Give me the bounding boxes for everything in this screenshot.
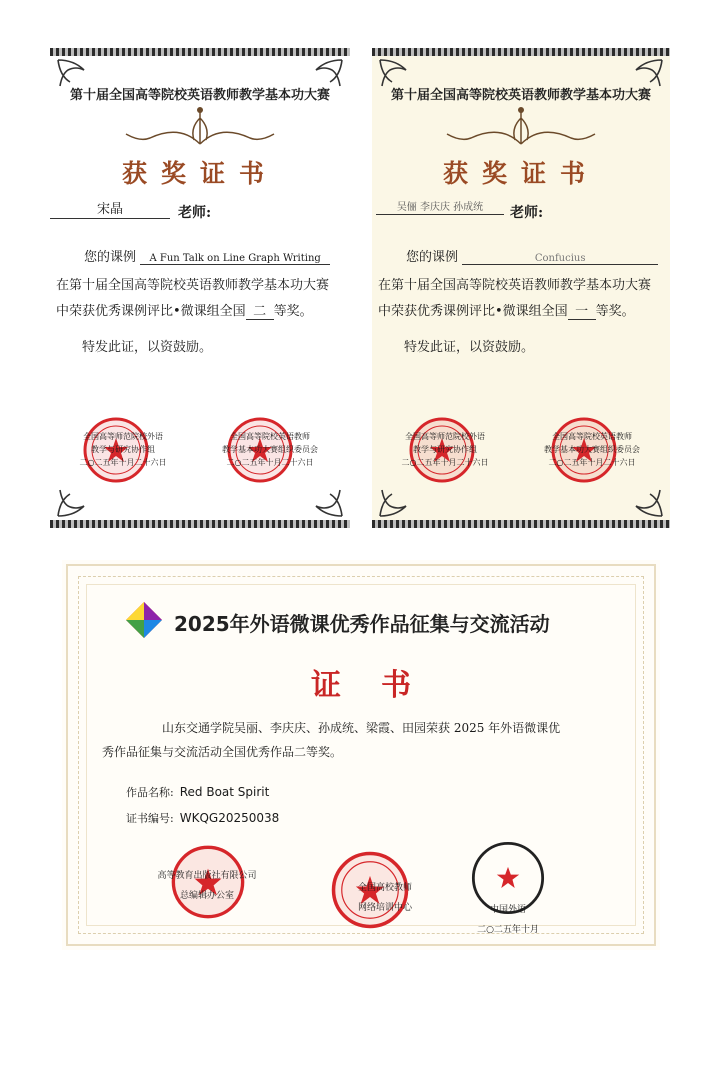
award-prefix: 中荣获优秀课例评比•微课组全国 — [378, 304, 568, 319]
cert-number-field — [126, 810, 279, 826]
teacher-suffix: 老师: — [510, 205, 544, 221]
award-suffix: 等奖。 — [273, 304, 313, 319]
issuer-2 — [200, 430, 340, 469]
issuer-1-line2: 教学与研究协作组 — [413, 445, 477, 454]
issuer-1-line1: 高等教育出版社有限公司 — [157, 871, 257, 881]
issuer-2-date: 二○二五年十月二十六日 — [548, 458, 636, 467]
corner-ornament-icon — [300, 484, 346, 520]
flourish-ornament-icon — [441, 104, 601, 152]
issuer-2-line2: 教学基本功大赛组织委员会 — [544, 445, 640, 454]
issuer-1-line1: 全国高等师范院校外语 — [83, 432, 163, 441]
issuer-2-date: 二○二五年十月二十六日 — [226, 458, 314, 467]
issuer-2 — [330, 878, 440, 918]
award-suffix: 等奖。 — [595, 304, 635, 319]
award-rank: 一 — [568, 300, 596, 320]
contest-line: 在第十届全国高等院校英语教师教学基本功大赛 — [56, 278, 330, 293]
issuer-1 — [68, 430, 178, 469]
contest-line: 在第十届全国高等院校英语教师教学基本功大赛 — [378, 278, 652, 293]
teacher-suffix: 老师: — [178, 205, 212, 221]
issuer-3 — [458, 900, 558, 940]
certificate-heading: 获奖证书 — [442, 159, 599, 188]
issue-date: 二○二五年十月 — [477, 925, 539, 935]
corner-ornament-icon — [376, 484, 422, 520]
contest-title: 第十届全国高等院校英语教师教学基本功大赛 — [69, 88, 330, 103]
border-strip — [372, 48, 670, 56]
closing-text: 特发此证，以资鼓励。 — [404, 340, 535, 355]
course-line — [84, 246, 330, 265]
cert-number-value: WKQG20250038 — [179, 811, 280, 825]
issuer-1 — [390, 430, 500, 469]
cert-number-label: 证书编号: — [126, 812, 174, 825]
recipient-name: 吴俪 李庆庆 孙成统 — [376, 198, 504, 215]
body-line-2: 秀作品征集与交流活动全国优秀作品二等奖。 — [102, 745, 343, 759]
course-line — [406, 246, 658, 265]
work-name-label: 作品名称: — [126, 786, 174, 799]
body-line-1: 山东交通学院吴丽、李庆庆、孙成统、梁霞、田园荣获 2025 年外语微课优 — [162, 721, 561, 735]
issuer-2-line1: 全国高等院校英语教师 — [552, 432, 632, 441]
issuer-2-line2: 网络培训中心 — [357, 903, 412, 913]
course-prefix: 您的课例 — [84, 250, 137, 265]
activity-title: 2025年外语微课优秀作品征集与交流活动 — [174, 612, 550, 636]
course-title: Confucius — [462, 253, 658, 265]
issuer-1-line2: 总编辑办公室 — [179, 891, 234, 901]
corner-ornament-icon — [54, 484, 100, 520]
certificate-body — [102, 716, 620, 764]
border-strip — [50, 48, 350, 56]
certificate-heading: 获奖证书 — [121, 159, 278, 188]
issuer-1-date: 二○二五年十月二十六日 — [401, 458, 489, 467]
border-strip — [50, 520, 350, 528]
issuer-3-line1: 中国外语 — [489, 905, 526, 915]
certificate-right — [372, 48, 670, 528]
issuer-2-line1: 全国高校教师 — [357, 883, 412, 893]
course-title: A Fun Talk on Line Graph Writing — [140, 253, 330, 265]
issuer-1 — [142, 866, 272, 906]
issuer-2-line1: 全国高等院校英语教师 — [230, 432, 310, 441]
closing-text: 特发此证，以资鼓励。 — [82, 340, 213, 355]
award-line — [378, 300, 635, 320]
work-name-value: Red Boat Spirit — [179, 785, 270, 799]
award-line — [56, 300, 313, 320]
contest-title: 第十届全国高等院校英语教师教学基本功大赛 — [390, 88, 651, 103]
issuer-1-date: 二○二五年十月二十六日 — [79, 458, 167, 467]
course-prefix: 您的课例 — [406, 250, 459, 265]
issuer-1-line2: 教学与研究协作组 — [91, 445, 155, 454]
issuer-2-line2: 教学基本功大赛组织委员会 — [222, 445, 318, 454]
flourish-ornament-icon — [120, 104, 280, 152]
main-certificate — [62, 560, 660, 950]
recipient-name: 宋晶 — [50, 198, 170, 219]
award-rank: 二 — [246, 300, 274, 320]
certificate-heading: 证书 — [311, 668, 451, 703]
work-name-field — [126, 784, 269, 800]
issuer-1-line1: 全国高等师范院校外语 — [405, 432, 485, 441]
activity-logo-icon — [124, 600, 164, 640]
border-strip — [372, 520, 670, 528]
certificate-left — [50, 48, 350, 528]
issuer-2 — [522, 430, 662, 469]
award-prefix: 中荣获优秀课例评比•微课组全国 — [56, 304, 246, 319]
corner-ornament-icon — [620, 484, 666, 520]
